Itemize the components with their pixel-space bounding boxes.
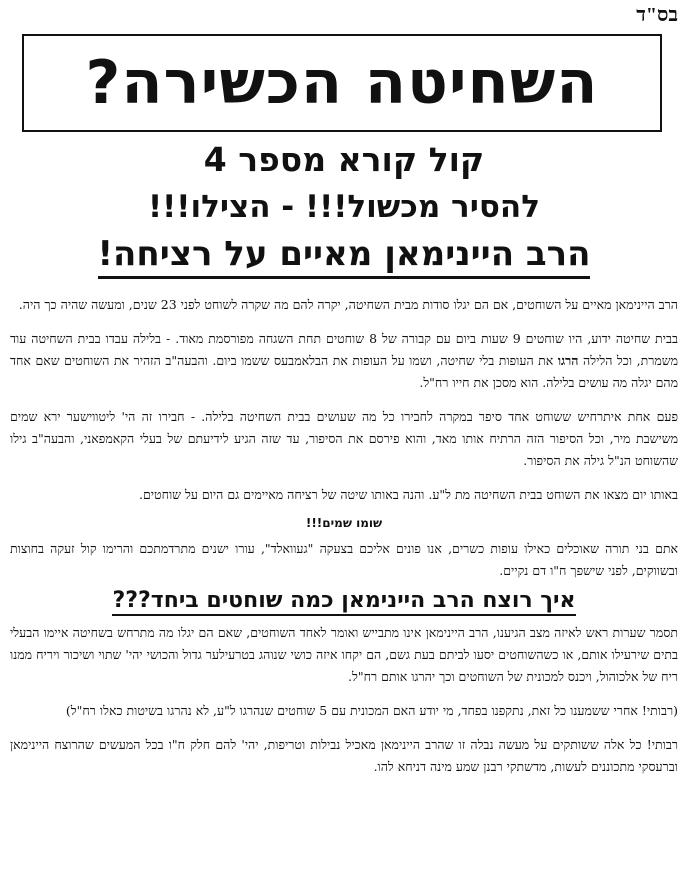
bsd-mark: בס"ד	[636, 4, 678, 26]
paragraph-2-part-b: את העופות בלי שחיטה, ושמו על העופות את הבלאמבעס ששמו ביום. והבעה"ב הזהיר את השוחטים שאם אחד מהם יגלה מה עושים בלילה. הוא מסכן את חייו רח"ל.	[10, 353, 678, 390]
paragraph-6: תסמר שערות ראש לאיזה מצב הגיענו, הרב היינימאן אינו מתבייש ואומר לאחד השוחטים, שאם הם יגלו מה מתרחש בשחיטה איימו הבעלי בתים שירעילו אותם, או כשהשוחטים יסעו לביתם בעת גשם, הם יקחו איזה כושי שנוהג בטרעילער גדול והכושי יהי' שתוי ושיכור ויריח ממנו ריח של אלכוהול, ויכנס למכונית של השוחטים וכך יהרגו אותם רח"ל.	[10, 625, 678, 685]
paragraph-3: פעם אחת איתרחיש ששוחט אחד סיפר במקרה לחבירו כל מה שעושים בבית השחיטה בלילה. - חבירו זה הי' ליטווישער ירא שמים משישבת מיר, וכל הסיפור הזה הרתיח אותו מאד, והוא פירסם את הסיפור, עד שזה הגיע לידיעתם של בעלי הקאמפאני, והבעה"ב גילו שהשוחט הנ"ל גילה את הסיפור.	[10, 409, 678, 468]
paragraph-2	[10, 328, 678, 394]
paragraph-7: (רבותי! אחרי ששמענו כל זאת, נתקפנו בפחד, מי יודע האם המכונית עם 5 שוחטים שנהרגו ל"ע, לא נהרגו בשיטות כאלו רח"ל)	[65, 703, 678, 719]
title-box	[22, 34, 662, 132]
section-heading-small: שומו שמים!!!	[305, 516, 383, 530]
headline-text: הרב היינימאן מאיים על רציחה!	[98, 234, 591, 279]
paragraph-4: באותו יום מצאו את השוחט בבית השחיטה מת ל"ע. והנה באותו שיטה של רציחה מאיימים גם היום על שוחטים.	[138, 487, 678, 502]
headline	[10, 236, 678, 273]
paragraph-1: הרב היינימאן מאיים על השוחטים, אם הם יגלו סודות מבית השחיטה, יקרה להם מה שקרה לשוחט לפני 23 שנים, ומעשה שהיה כך היה.	[18, 297, 678, 312]
article-body	[10, 294, 678, 790]
section-heading	[10, 588, 678, 614]
main-title: השחיטה הכשירה?	[85, 48, 599, 118]
paragraph-2-part-a: בבית שחיטה ידוע, היו שוחטים 9 שעות ביום עם קבורה של 8 שוחטים תחת השגחה מפורסמת מאוד. - בלילה עבדו בבית השחיטה עוד משמרת, וכל הלילה	[10, 331, 679, 368]
paragraph-8: רבותי! כל אלה ששותקים על מעשה נבלה זו שהרב היינימאן מאכיל נבילות וטריפות, יהי' להם חלק ח"ו בכל המעשים שהרוצח היינימאן וברעסקי מתכוננים לעשות, מדשתקי רבנן שמע מינה דניחא להו.	[10, 737, 678, 775]
subtitle-warning: להסיר מכשול!!! - הצילו!!!	[148, 189, 540, 225]
subtitle-proclamation: קול קורא מספר 4	[203, 140, 485, 179]
section-heading-text: איך רוצח הרב היינימאן כמה שוחטים ביחד???	[112, 588, 575, 616]
paragraph-5: אתם בני תורה שאוכלים כאילו עופות כשרים, אנו פונים אליכם בצעקה "געוואלד", עורו ישנים מתרדמתכם והרימו קול זעקה בחוצות ובשווקים, לפני שישפך ח"ו דם נקיים.	[10, 541, 678, 578]
paragraph-2-bold-word: הרגו	[557, 353, 579, 368]
